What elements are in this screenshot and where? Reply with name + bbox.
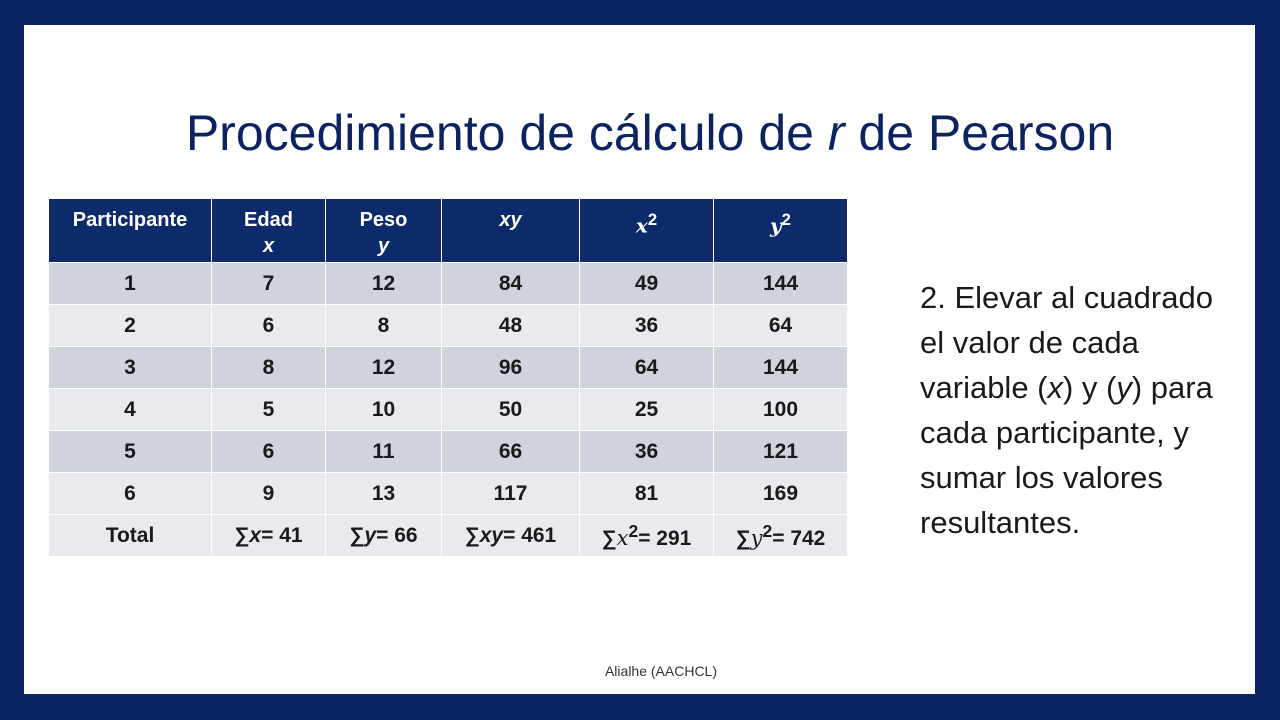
cell-participante: 4	[49, 389, 212, 431]
header-edad: Edad x	[212, 199, 326, 263]
cell-edad: 6	[212, 305, 326, 347]
table-row	[49, 431, 848, 473]
table-header-row	[49, 199, 848, 263]
total-sum-x-squared: $\sum x^2= 291$	[580, 515, 714, 557]
cell-x-squared: 36	[580, 431, 714, 473]
cell-y-squared: 144	[714, 263, 848, 305]
table-row	[49, 389, 848, 431]
cell-edad: 5	[212, 389, 326, 431]
title-variable: r	[827, 105, 845, 161]
cell-y-squared: 64	[714, 305, 848, 347]
cell-peso: 13	[326, 473, 442, 515]
cell-xy: 48	[442, 305, 580, 347]
header-xy: xy	[442, 199, 580, 263]
slide	[24, 25, 1255, 694]
table-row	[49, 347, 848, 389]
cell-peso: 12	[326, 263, 442, 305]
total-label: Total	[49, 515, 212, 557]
cell-edad: 9	[212, 473, 326, 515]
cell-edad: 7	[212, 263, 326, 305]
cell-y-squared: 100	[714, 389, 848, 431]
explanation-text: 2. Elevar al cuadrado el valor de cada variable (x) y (y) para cada participante, y sumar los valores resultantes.	[920, 280, 1213, 540]
cell-x-squared: 49	[580, 263, 714, 305]
cell-edad: 8	[212, 347, 326, 389]
cell-xy: 117	[442, 473, 580, 515]
cell-participante: 5	[49, 431, 212, 473]
cell-xy: 96	[442, 347, 580, 389]
header-y-squared: $y^2$	[714, 199, 848, 263]
footer-credit: Alialhe (AACHCL)	[604, 663, 718, 679]
cell-participante: 1	[49, 263, 212, 305]
table-total-row	[49, 515, 848, 557]
cell-x-squared: 64	[580, 347, 714, 389]
table-row	[49, 263, 848, 305]
slide-title	[24, 103, 1255, 163]
total-sum-x: ∑x= 41	[212, 515, 326, 557]
table-row	[49, 305, 848, 347]
cell-participante: 3	[49, 347, 212, 389]
header-x-squared: $x^2$	[580, 199, 714, 263]
cell-xy: 84	[442, 263, 580, 305]
table-row	[49, 473, 848, 515]
title-text-after: de Pearson	[844, 105, 1115, 161]
cell-x-squared: 25	[580, 389, 714, 431]
total-sum-y: ∑y= 66	[326, 515, 442, 557]
cell-peso: 11	[326, 431, 442, 473]
header-participante: Participante	[49, 199, 212, 263]
cell-peso: 8	[326, 305, 442, 347]
cell-x-squared: 36	[580, 305, 714, 347]
cell-y-squared: 144	[714, 347, 848, 389]
cell-xy: 66	[442, 431, 580, 473]
cell-xy: 50	[442, 389, 580, 431]
cell-participante: 6	[49, 473, 212, 515]
cell-participante: 2	[49, 305, 212, 347]
cell-edad: 6	[212, 431, 326, 473]
cell-y-squared: 169	[714, 473, 848, 515]
cell-peso: 12	[326, 347, 442, 389]
header-peso: Peso y	[326, 199, 442, 263]
title-text-before: Procedimiento de cálculo de	[185, 105, 828, 161]
cell-peso: 10	[326, 389, 442, 431]
total-sum-y-squared: $\sum y^2= 742$	[714, 515, 848, 557]
cell-y-squared: 121	[714, 431, 848, 473]
total-sum-xy: ∑xy= 461	[442, 515, 580, 557]
cell-x-squared: 81	[580, 473, 714, 515]
data-table	[48, 198, 848, 557]
